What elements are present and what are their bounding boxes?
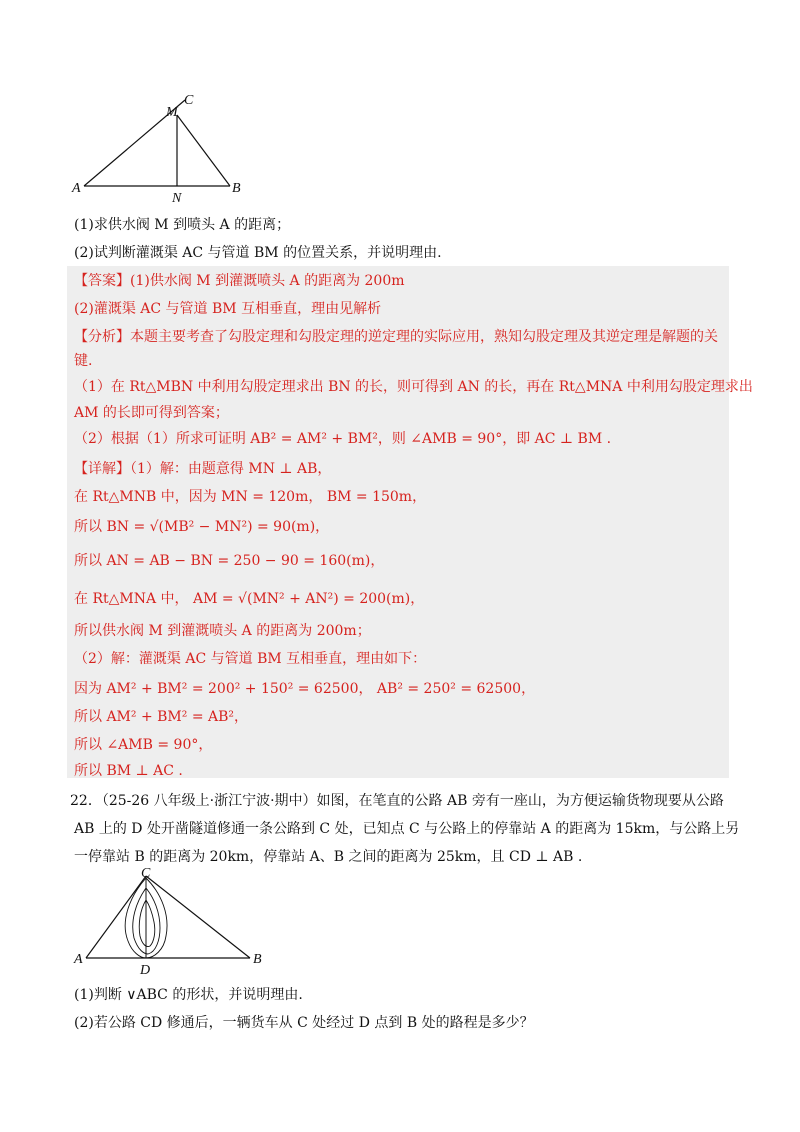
detail-line5: 在 Rt△MNA 中， AM = √(MN² + AN²) = 200(m)，	[74, 591, 425, 607]
answer-text-1: (1)供水阀 M 到灌溉喷头 A 的距离为 200m	[130, 273, 405, 289]
q21-part2: (2)试判断灌溉渠 AC 与管道 BM 的位置关系，并说明理由.	[74, 245, 442, 261]
detail-line7: （2）解：灌溉渠 AC 与管道 BM 互相垂直，理由如下：	[74, 651, 427, 667]
label-c: C	[141, 866, 151, 881]
analysis-line4: AM 的长即可得到答案；	[74, 405, 229, 421]
detail-line6: 所以供水阀 M 到灌溉喷头 A 的距离为 200m；	[74, 623, 371, 639]
analysis-line5: （2）根据（1）所求可证明 AB² = AM² + BM²，则 ∠AMB = 90°，即 AC ⊥ BM .	[74, 431, 612, 447]
q21-part1: (1)求供水阀 M 到喷头 A 的距离；	[74, 217, 291, 233]
analysis-line1	[74, 326, 718, 348]
detail-label: 【详解】	[74, 461, 130, 477]
detail-line3: 所以 BN = √(MB² − MN²) = 90(m)，	[74, 519, 330, 535]
segment-bm	[177, 115, 230, 186]
q22-stem-line1: 22．（25-26 八年级上·浙江宁波·期中）如图，在笔直的公路 AB 旁有一座山，为方便运输货物现要从公路	[70, 793, 724, 809]
label-a: A	[74, 952, 83, 967]
analysis-text-1: 本题主要考查了勾股定理和勾股定理的逆定理的实际应用，熟知勾股定理及其逆定理是解题的关	[130, 329, 718, 345]
analysis-line3: （1）在 Rt△MBN 中利用勾股定理求出 BN 的长，则可得到 AN 的长，再在 Rt△MNA 中利用勾股定理求出	[74, 379, 753, 395]
q22-part2: (2)若公路 CD 修通后，一辆货车从 C 处经过 D 点到 B 处的路程是多少？	[74, 1015, 534, 1031]
segment-cb	[146, 876, 250, 958]
figure-triangle-amb	[70, 92, 270, 202]
detail-line1	[74, 458, 331, 480]
detail-line10: 所以 ∠AMB = 90°，	[74, 737, 213, 753]
detail-line9: 所以 AM² + BM² = AB²，	[74, 709, 249, 725]
q22-stem-line3: 一停靠站 B 的距离为 20km，停靠站 A、B 之间的距离为 25km，且 CD ⊥ AB .	[74, 849, 583, 865]
figure-triangle-abc	[70, 866, 280, 976]
label-b: B	[253, 952, 262, 967]
answer-line2: (2)灌溉渠 AC 与管道 BM 互相垂直，理由见解析	[74, 301, 382, 317]
q22-part1: (1)判断 ∨ABC 的形状，并说明理由.	[74, 987, 303, 1003]
detail-text-1: （1）解：由题意得 MN ⊥ AB，	[130, 461, 332, 477]
analysis-label: 【分析】	[74, 329, 130, 345]
q22-stem-line2: AB 上的 D 处开凿隧道修通一条公路到 C 处，已知点 C 与公路上的停靠站 A 的距离为 15km，与公路上另	[74, 821, 740, 837]
label-c: C	[184, 93, 194, 108]
label-n: N	[172, 191, 182, 202]
label-m: M	[166, 105, 178, 120]
answer-label: 【答案】	[74, 273, 130, 289]
mountain-outline-inner	[139, 900, 155, 947]
detail-line4: 所以 AN = AB − BN = 250 − 90 = 160(m)，	[74, 553, 385, 569]
detail-line11: 所以 BM ⊥ AC .	[74, 763, 183, 779]
analysis-line2: 键.	[74, 353, 93, 369]
answer-line1	[74, 270, 405, 292]
label-d: D	[140, 963, 151, 976]
detail-line2: 在 Rt△MNB 中，因为 MN = 120m， BM = 150m，	[74, 489, 427, 505]
label-b: B	[232, 181, 241, 196]
label-a: A	[72, 181, 81, 196]
detail-line8: 因为 AM² + BM² = 200² + 150² = 62500， AB² = 250² = 62500，	[74, 681, 536, 697]
